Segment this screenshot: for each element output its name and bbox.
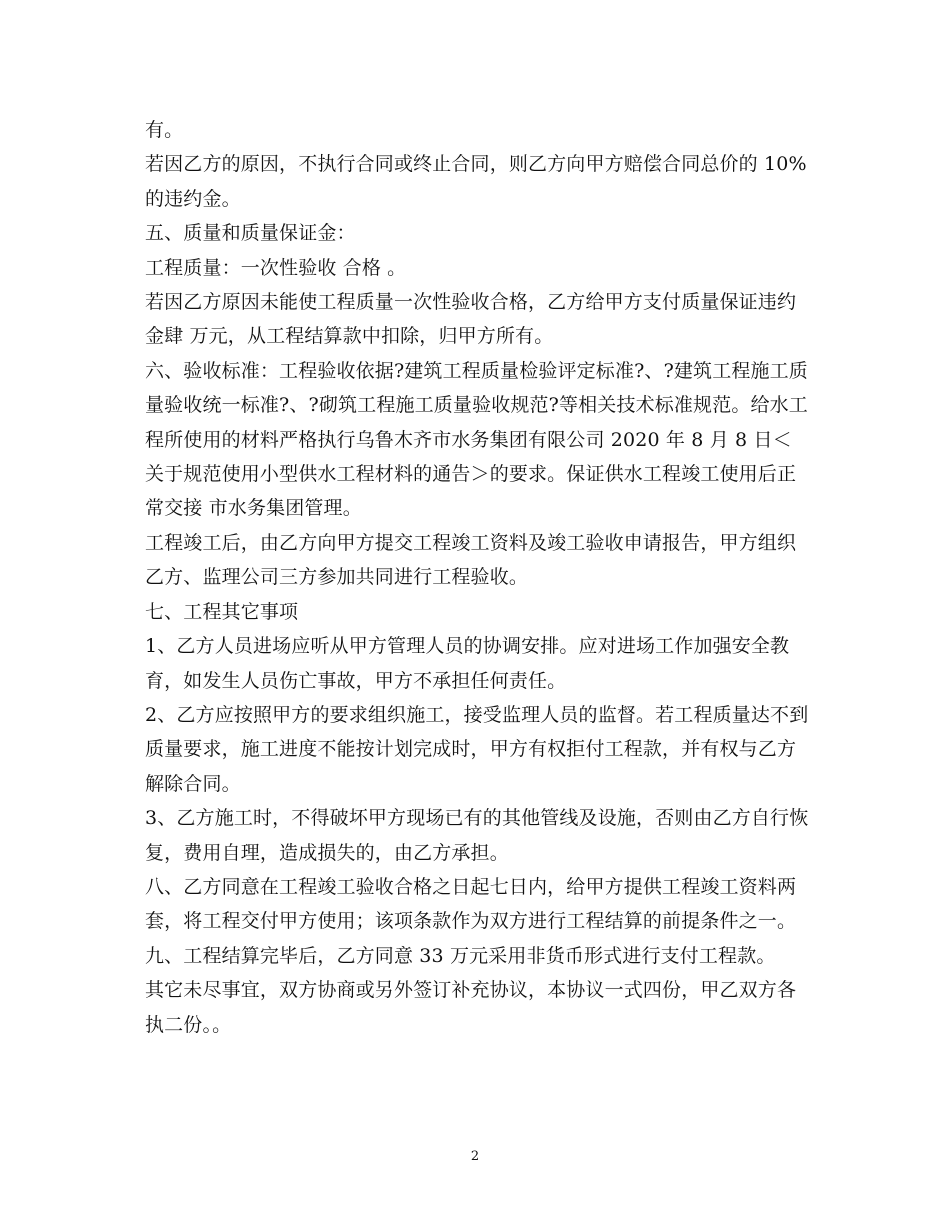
clause-3-facilities: 3、乙方施工时，不得破坏甲方现场已有的其他管线及设施，否则由乙方自行恢复，费用自理，造成损失的，由乙方承担。 [145,807,809,864]
section-settlement-payment: 九、工程结算完毕后，乙方同意 33 万元采用非货币形式进行支付工程款。 [145,944,776,967]
paragraph-completion-acceptance: 工程竣工后，由乙方向甲方提交工程竣工资料及竣工验收申请报告，甲方组织乙方、监理公司三方参加共同进行工程验收。 [145,531,797,589]
paragraph-quality-standard: 工程质量：一次性验收 合格 。 [145,256,407,279]
paragraph-breach-penalty: 若因乙方的原因，不执行合同或终止合同，则乙方向甲方赔偿合同总价的 10%的违约金。 [145,153,807,210]
section-completion-documents: 八、乙方同意在工程竣工验收合格之日起七日内，给甲方提供工程竣工资料两套，将工程交付甲方使用；该项条款作为双方进行工程结算的前提条件之一。 [145,875,797,933]
section-heading-other-matters: 七、工程其它事项 [145,600,299,623]
paragraph-ownership-end: 有。 [145,119,184,141]
document-body [145,113,810,1042]
paragraph-closing-remarks: 其它未尽事宜，双方协商或另外签订补充协议，本协议一式四份，甲乙双方各执二份。。 [145,979,797,1036]
section-acceptance-standards: 六、验收标准：工程验收依据?建筑工程质量检验评定标准?、?建筑工程施工质量验收统一标准?、?砌筑工程施工质量验收规范?等相关技术标准规范。给水工程所使用的材料严格执行乌鲁木齐市水务集团有限公司 2020 年 8 月 8 日＜关于规范使用小型供水工程材料的通告＞的要求。保证供水工程竣工使用后正常交接 市水务集团管理。 [145,359,808,520]
section-heading-quality: 五、质量和质量保证金： [145,222,356,245]
clause-2-supervision: 2、乙方应按照甲方的要求组织施工，接受监理人员的监督。若工程质量达不到质量要求，施工进度不能按计划完成时，甲方有权拒付工程款，并有权与乙方解除合同。 [145,703,809,795]
paragraph-quality-penalty: 若因乙方原因未能使工程质量一次性验收合格，乙方给甲方支付质量保证违约金肆 万元，从工程结算款中扣除，归甲方所有。 [145,291,797,348]
clause-1-safety: 1、乙方人员进场应听从甲方管理人员的协调安排。应对进场工作加强安全教育，如发生人员伤亡事故，甲方不承担任何责任。 [145,635,790,692]
page-number: 2 [470,1149,480,1164]
